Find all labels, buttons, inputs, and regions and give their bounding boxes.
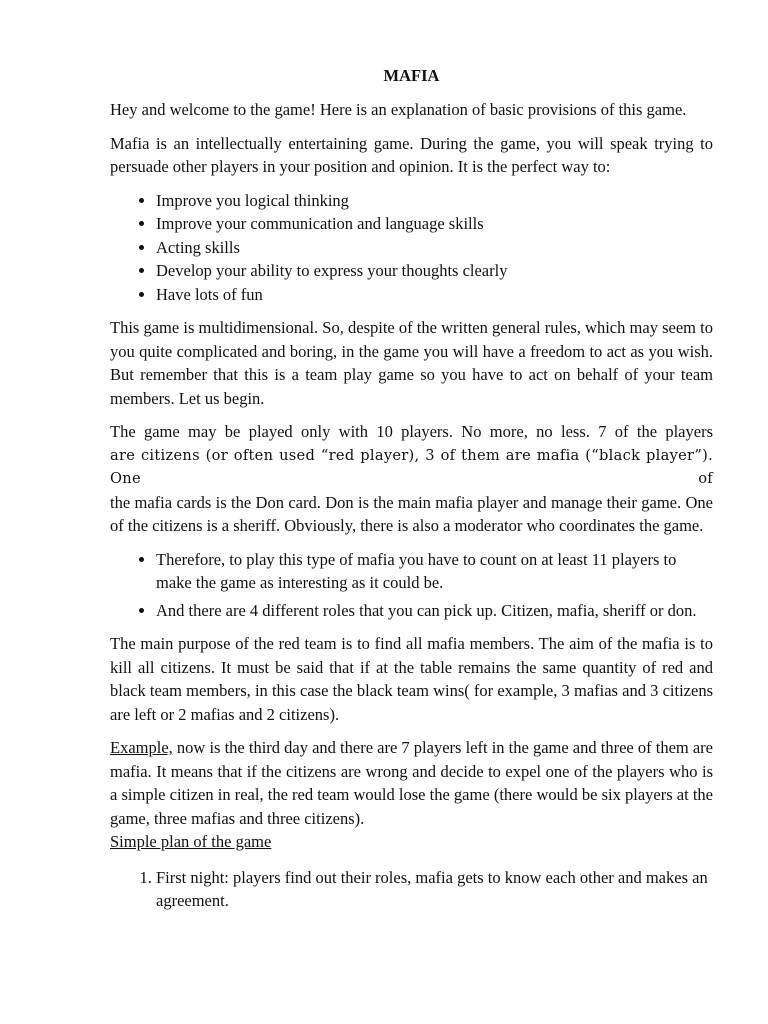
plan-list <box>110 866 713 913</box>
list-item: • Therefore, to play this type of mafia you have to count on at least 11 players to make the game as interesting as it could be. <box>156 548 713 595</box>
purpose-paragraph: The main purpose of the red team is to find all mafia members. The aim of the mafia is to kill all citizens. It must be said that if at the table remains the same quantity of red and black team members, in this case the black team wins( for example, 3 mafias and 3 citizens are left or 2 mafias and 2 citizens). <box>110 634 713 724</box>
plan-heading: Simple plan of the game <box>110 832 272 851</box>
list-item: • Have lots of fun <box>156 283 713 307</box>
example-label: Example, <box>110 738 173 757</box>
players-line-3: the mafia cards is the Don card. Don is the main mafia player and manage their game. One of the citizens is a sheriff. Obviously, there is also a moderator who coordinates the game. <box>110 492 713 535</box>
players-line-2: are citizens (or often used “red player), 3 of them are mafia (“black player”). One of <box>110 446 713 487</box>
description-paragraph: Mafia is an intellectually entertaining game. During the game, you will speak trying to persuade other players in your position and opinion. It is the perfect way to: <box>110 133 713 176</box>
list-item: • Improve your communication and language skills <box>156 212 713 236</box>
list-item: • And there are 4 different roles that you can pick up. Citizen, mafia, sheriff or don. <box>156 599 713 623</box>
list-item: • Improve you logical thinking <box>156 189 713 213</box>
list-item: 1. First night: players find out their roles, mafia gets to know each other and makes an agreement. <box>156 866 713 913</box>
notes-list <box>110 548 713 623</box>
players-paragraph <box>110 420 713 538</box>
benefits-list <box>110 189 713 307</box>
example-paragraph <box>110 736 713 830</box>
example-text: now is the third day and there are 7 players left in the game and three of them are mafia. It means that if the citizens are wrong and decide to expel one of the players who is a simple citizen in real, the red team would lose the game (there would be six players at the game, three mafias and three citizens). <box>110 738 713 828</box>
plan-heading-paragraph <box>110 830 713 854</box>
page-title: MAFIA <box>383 66 440 85</box>
list-item: • Develop your ability to express your thoughts clearly <box>156 259 713 283</box>
players-line-1: The game may be played only with 10 players. No more, no less. 7 of the players <box>110 422 713 441</box>
list-item: • Acting skills <box>156 236 713 260</box>
multidimensional-paragraph: This game is multidimensional. So, despite of the written general rules, which may seem to you quite complicated and boring, in the game you will have a freedom to act as you wish. But remember that this is a team play game so you have to act on behalf of your team members. Let us begin. <box>110 318 713 408</box>
intro-paragraph: Hey and welcome to the game! Here is an explanation of basic provisions of this game. <box>110 100 687 119</box>
